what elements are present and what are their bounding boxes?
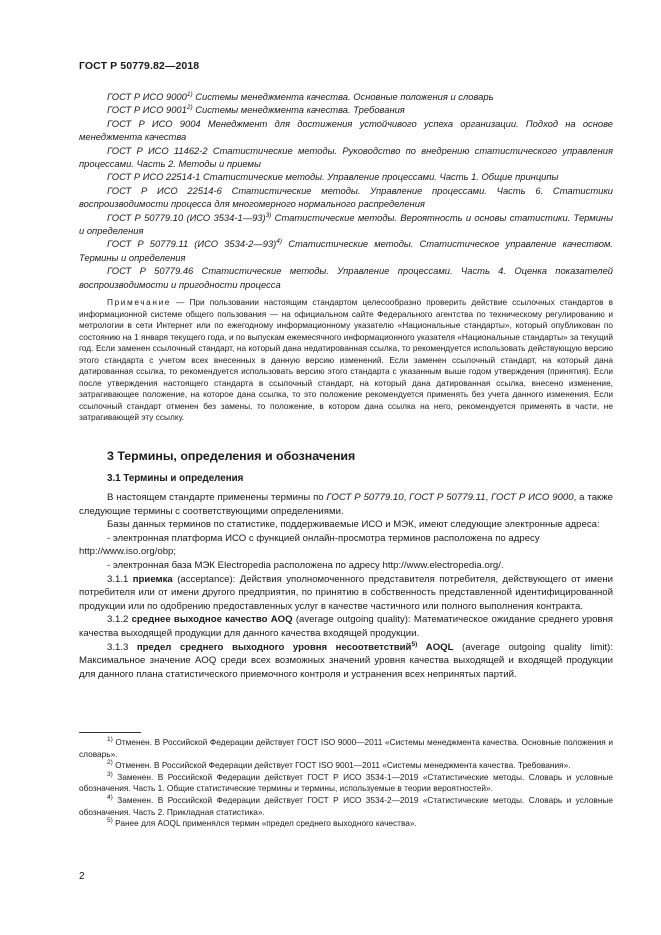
reference-item: ГОСТ Р 50779.10 (ИСО 3534-1—93)$^{3)}$ Статистические методы. Вероятность и основы статистики. Термины и определения [79, 211, 613, 237]
term-acceptance: 3.1.1 приемка (acceptance): Действия уполномоченного представителя потребителя, действующего от имени потребителя или от имени другого предприятия, по принятию в собственность представленной идентифицированной продукции или по одобрению предоставленных услуг в качестве частичного или полного выполнения контракта. [79, 573, 613, 612]
footnote-item: $^{5)}$ Ранее для AOQL применялся термин «предел среднего выходного качества». [107, 817, 417, 829]
terms-body [79, 491, 613, 681]
iec-electropedia-item: - электронная база МЭК Electropedia расположена по адресу http://www.electropedia.org/. [107, 559, 504, 571]
document-header: ГОСТ Р 50779.82—2018 [79, 60, 200, 72]
note-label: Примечание [107, 297, 172, 307]
term-aoq: 3.1.2 среднее выходное качество AOQ (average outgoing quality): Математическое ожидание среднего уровня качества выходящей продукции для данного качества входящей продукции. [79, 614, 613, 639]
reference-item: ГОСТ Р ИСО 9001$^{2)}$ Системы менеджмента качества. Требования [107, 104, 405, 116]
footnote-item: $^{3)}$ Заменен. В Российской Федерации действует ГОСТ Р ИСО 3534-1—2019 «Статистические методы. Словарь и условные обозначения. Часть 1. Общие статистические термины и термины, используемые в теории вероятностей». [79, 771, 613, 794]
subsection-title: 3.1 Термины и определения [107, 473, 244, 484]
footnotes [79, 737, 613, 830]
reference-item: ГОСТ Р ИСО 11462-2 Статистические методы. Руководство по внедрению статистического управления процессами. Часть 2. Методы и приемы [79, 144, 613, 170]
reference-item: ГОСТ Р ИСО 22514-6 Статистические методы. Управление процессами. Часть 6. Статистики воспроизводимости процесса для многомерного нормального распределения [79, 184, 613, 210]
footnote-item: $^{1)}$ Отменен. В Российской Федерации действует ГОСТ ISO 9000—2011 «Системы менеджмента качества. Основные положения и словарь». [79, 736, 613, 759]
reference-item: ГОСТ Р 50779.11 (ИСО 3534-2—93)$^{4)}$ Статистические методы. Статистическое управление качеством. Термины и определения [79, 238, 613, 263]
page-number: 2 [79, 871, 85, 882]
databases-paragraph: Базы данных терминов по статистике, поддерживаемые ИСО и МЭК, имеют следующие электронные адреса: [107, 519, 600, 531]
section-title: 3 Термины, определения и обозначения [107, 449, 356, 463]
reference-item: ГОСТ Р ИСО 9000$^{1)}$ Системы менеджмента качества. Основные положения и словарь [107, 90, 494, 102]
reference-item: ГОСТ Р ИСО 9004 Менеджмент для достижения устойчивого успеха организации. Подход на основе менеджмента качества [79, 117, 613, 143]
normative-references [79, 90, 613, 291]
footnote-separator [79, 732, 141, 733]
term-aoql: 3.1.3 предел среднего выходного уровня несоответствий$^{5)}$ AOQL (average outgoing quality limit): Максимальное значение AOQ среди всех возможных значений уровня качества выходящей и входящей продукции для данного плана статистического приемочного контроля и устранения всех непринятых партий. [79, 640, 613, 680]
iso-platform-item: - электронная платформа ИСО с функцией онлайн-просмотра терминов расположена по адресу http://www.iso.org/obp; [79, 532, 540, 558]
references-note [79, 297, 613, 424]
intro-paragraph: В настоящем стандарте применены термины по ГОСТ Р 50779.10, ГОСТ Р 50779.11, ГОСТ Р ИСО 9000, а также следующие термины с соответствующими определениями. [79, 492, 613, 517]
footnote-item: $^{4)}$ Заменен. В Российской Федерации действует ГОСТ Р ИСО 3534-2—2019 «Статистические методы. Словарь и условные обозначения. Часть 2. Прикладная статистика». [79, 794, 613, 817]
reference-item: ГОСТ Р ИСО 22514-1 Статистические методы. Управление процессами. Часть 1. Общие принципы [107, 171, 559, 183]
reference-item: ГОСТ Р 50779.46 Статистические методы. Управление процессами. Часть 4. Оценка показателей воспроизводимости и пригодности процесса [79, 265, 613, 290]
footnote-item: $^{2)}$ Отменен. В Российской Федерации действует ГОСТ ISO 9001—2011 «Системы менеджмента качества. Требования». [107, 759, 571, 771]
note-text: — При пользовании настоящим стандартом целесообразно проверить действие ссылочных стандартов в информационной системе общего пользования — на официальном сайте Федерального агентства по техническому регулированию и метрологии в сети Интернет или по ежегодному информационному указателю «Национальные стандарты», который опубликован по состоянию на 1 января текущего года, и по выпускам ежемесячного информационного указателя «Национальные стандарты» за текущий год. Если заменен ссылочный стандарт, на который дана недатированная ссылка, то рекомендуется использовать действующую версию этого стандарта с учетом всех внесенных в данную версию изменений. Если заменен ссылочный стандарт, на который дана датированная ссылка, то рекомендуется использовать версию этого стандарта с указанным выше годом утверждения (принятия). Если после утверждения настоящего стандарта в ссылочный стандарт, на который дана датированная ссылка, внесено изменение, затрагивающее положение, на которое дана ссылка, то это положение рекомендуется применять без учета данного изменения. Если ссылочный стандарт отменен без замены, то положение, в котором дана ссылка на него, рекомендуется применять в части, не затрагивающей эту ссылку. [79, 297, 613, 422]
